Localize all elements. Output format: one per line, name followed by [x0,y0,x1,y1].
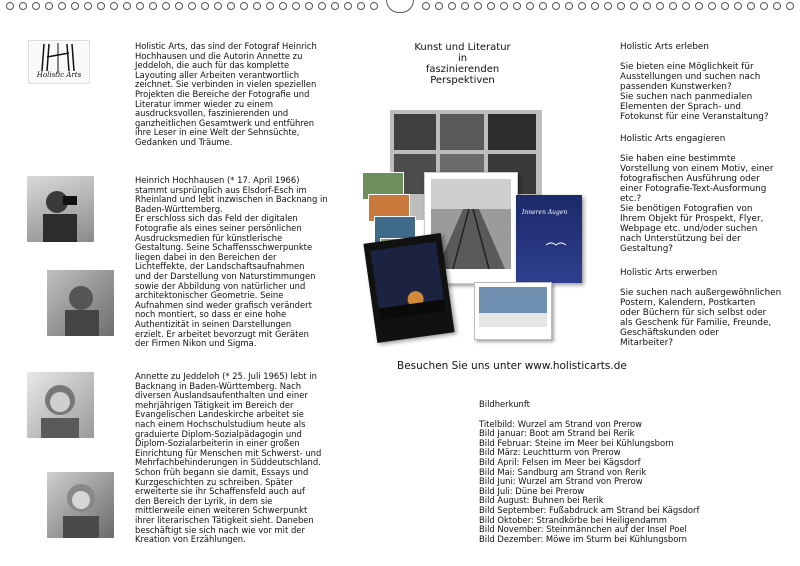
binding-ring [422,2,430,10]
binding-ring [175,2,183,10]
collage-thumb [488,114,536,150]
binding-ring [6,2,14,10]
binding-ring [565,2,573,10]
annette-photo-2 [47,472,114,538]
binding-ring [695,2,703,10]
binding-ring [344,2,352,10]
binding-ring [253,2,261,10]
binding-ring [435,2,443,10]
binding-ring [721,2,729,10]
blue-book-cover [516,195,582,283]
binding-ring [292,2,300,10]
binding-ring [513,2,521,10]
credits-list [479,420,699,545]
binding-ring [643,2,651,10]
binding-ring [617,2,625,10]
binding-ring [136,2,144,10]
binding-ring [500,2,508,10]
binding-ring [526,2,534,10]
binding-ring [227,2,235,10]
binding-ring [45,2,53,10]
landscape-card [474,282,552,340]
binding-ring [539,2,547,10]
annette-photo-1 [27,372,94,438]
binding-ring [58,2,66,10]
engagieren-section: Holistic Arts engagieren Sie haben eine bestimmte Vorstellung von einem Motiv, einer fotografischen Ausführung oder einer Fotografie-Text-Ausformung etc.? Sie benötigen Fotografien von Ihrem Objekt für Prospekt, Flyer, Webpage etc. und/oder suchen nach Unterstützung bei der Gestaltung? [620,134,774,254]
intro-text: Holistic Arts, das sind der Fotograf Heinrich Hochhausen und die Autorin Annette zu Jeddeloh, die auch für das komplette Layouting aller Arbeiten verantwortlich zeichnet. Sie verbinden in vielen speziellen Projekten die Bereiche der Fotografie und Literatur immer wieder zu einem ausdrucksvollen, faszinierenden und ganzheitlichen Gesamtwerk und entführen ihre Leser in eine Welt der Sehnsüchte, Gedanken und Träume. [135,41,317,147]
binding-ring [370,2,378,10]
credits-heading: Bildherkunft [479,399,530,409]
credit-line: Bild April: Felsen im Meer bei Kägsdorf [479,456,641,467]
credit-line: Bild Dezember: Möwe im Sturm bei Kühlungsborn [479,533,687,544]
binding-ring [682,2,690,10]
binding-ring [318,2,326,10]
binding-ring [552,2,560,10]
binding-ring [162,2,170,10]
binding-ring [604,2,612,10]
credit-line: Bild November: Steinmännchen auf der Insel Poel [479,524,687,535]
binding-ring [201,2,209,10]
calendar-binding [0,0,800,14]
binding-ring [461,2,469,10]
binding-ring [331,2,339,10]
binding-ring [149,2,157,10]
binding-ring [266,2,274,10]
binding-ring [110,2,118,10]
binding-ring [448,2,456,10]
credit-line: Bild Mai: Sandburg am Strand von Rerik [479,466,647,477]
binding-hook [386,0,414,13]
binding-ring [591,2,599,10]
heinrich-bio: Heinrich Hochhausen (* 17. April 1966) stammt ursprünglich aus Elsdorf-Esch im Rheinland und lebt inzwischen in Backnang in Baden-Württemberg. Er erschloss sich das Feld der digitalen Fotografie als eines seiner persönlichen Ausdrucksmedien für künstlerische Gestaltung. Seine Schaffensschwerpunkte liegen dabei in den Bereichen der Lichteffekte, der Landschaftsaufnahmen und der Darstellung von Naturstimmungen sowie der Abbildung von natürlicher und architektonischer Geometrie. Seine Aufnahmen sind weder grafisch verändert noch montiert, so dass er eine hohe Authentizität in seinen Darstellungen erzielt. Er arbeitet bevorzugt mit Geräten der Firmen Nikon und Sigma. [135,175,328,349]
binding-ring [188,2,196,10]
binding-ring [786,2,794,10]
binding-ring [357,2,365,10]
binding-ring [734,2,742,10]
credit-line: Bild Oktober: Strandkörbe bei Heiligendamm [479,514,667,525]
binding-ring [19,2,27,10]
annette-bio: Annette zu Jeddeloh (* 25. Juli 1965) lebt in Backnang in Baden-Württemberg. Nach diversen Auslandsaufenthalten und einer mehrjährigen Tätigkeit im Bereich der Evangelischen Landeskirche arbeitet sie nach einem Hochschulstudium heute als graduierte Diplom-Sozialpädagogin und Diplom-Sozialarbeiterin in einer großen Einrichtung für Menschen mit Schwerst- und Mehrfachbehinderungen in Süddeutschland. Schon früh begann sie damit, Essays und Kurzgeschichten zu schreiben. Später erweiterte sie ihr Schaffensfeld auch auf den Bereich der Lyrik, in dem sie mittlerweile einen weiteren Schwerpunkt ihrer literarischen Tätigkeit sieht. Daneben beschäftigt sie sich nach wie vor mit der Kreation von Erzählungen. [135,371,322,545]
blue-book-title: Inneren Augen [522,209,568,216]
credit-line: Bild September: Fußabdruck am Strand bei Kägsdorf [479,504,700,515]
credit-line: Bild Februar: Steine im Meer bei Kühlungsborn [479,437,674,448]
image-credits [479,400,699,544]
sunset-card [363,233,454,343]
binding-ring [71,2,79,10]
holistic-arts-logo [28,40,90,84]
collage-thumb [394,114,436,150]
credit-line: Titelbild: Wurzel am Strand von Prerow [479,418,642,429]
binding-ring [630,2,638,10]
erwerben-section: Holistic Arts erwerben Sie suchen nach außergewöhnlichen Postern, Kalendern, Postkarten oder Büchern für sich selbst oder als Geschenk für Familie, Freunde, Geschäftskunden oder Mitarbeiter? [620,268,782,348]
credit-line: Bild März: Leuchtturm von Prerow [479,447,621,458]
collage-thumb [440,114,484,150]
credit-line: Bild Juli: Düne bei Prerow [479,485,585,496]
binding-ring [240,2,248,10]
binding-ring [84,2,92,10]
binding-ring [32,2,40,10]
binding-ring [123,2,131,10]
binding-ring [279,2,287,10]
credit-line: Bild Januar: Boot am Strand bei Rerik [479,428,635,439]
binding-ring [305,2,313,10]
heinrich-photo-1 [27,176,94,242]
heinrich-photo-2 [47,270,114,336]
logo-text: Holistic Arts [36,71,82,79]
binding-ring [214,2,222,10]
binding-ring [578,2,586,10]
binding-ring [708,2,716,10]
binding-ring [474,2,482,10]
credit-line: Bild August: Buhnen bei Rerik [479,495,604,506]
binding-ring [747,2,755,10]
credit-line: Bild Juni: Wurzel am Strand von Prerow [479,476,643,487]
center-title: Kunst und Literatur in faszinierenden Perspektiven [414,42,511,86]
binding-ring [656,2,664,10]
binding-ring [773,2,781,10]
erleben-section: Holistic Arts erleben Sie bieten eine Möglichkeit für Ausstellungen und suchen nach passenden Kunstwerken? Sie suchen nach panmedialen Elementen der Sprach- und Fotokunst für eine Veranstaltung? [620,42,769,122]
binding-ring [669,2,677,10]
binding-ring [487,2,495,10]
binding-ring [760,2,768,10]
website-callout: Besuchen Sie uns unter www.holisticarts.de [397,360,627,372]
binding-ring [97,2,105,10]
